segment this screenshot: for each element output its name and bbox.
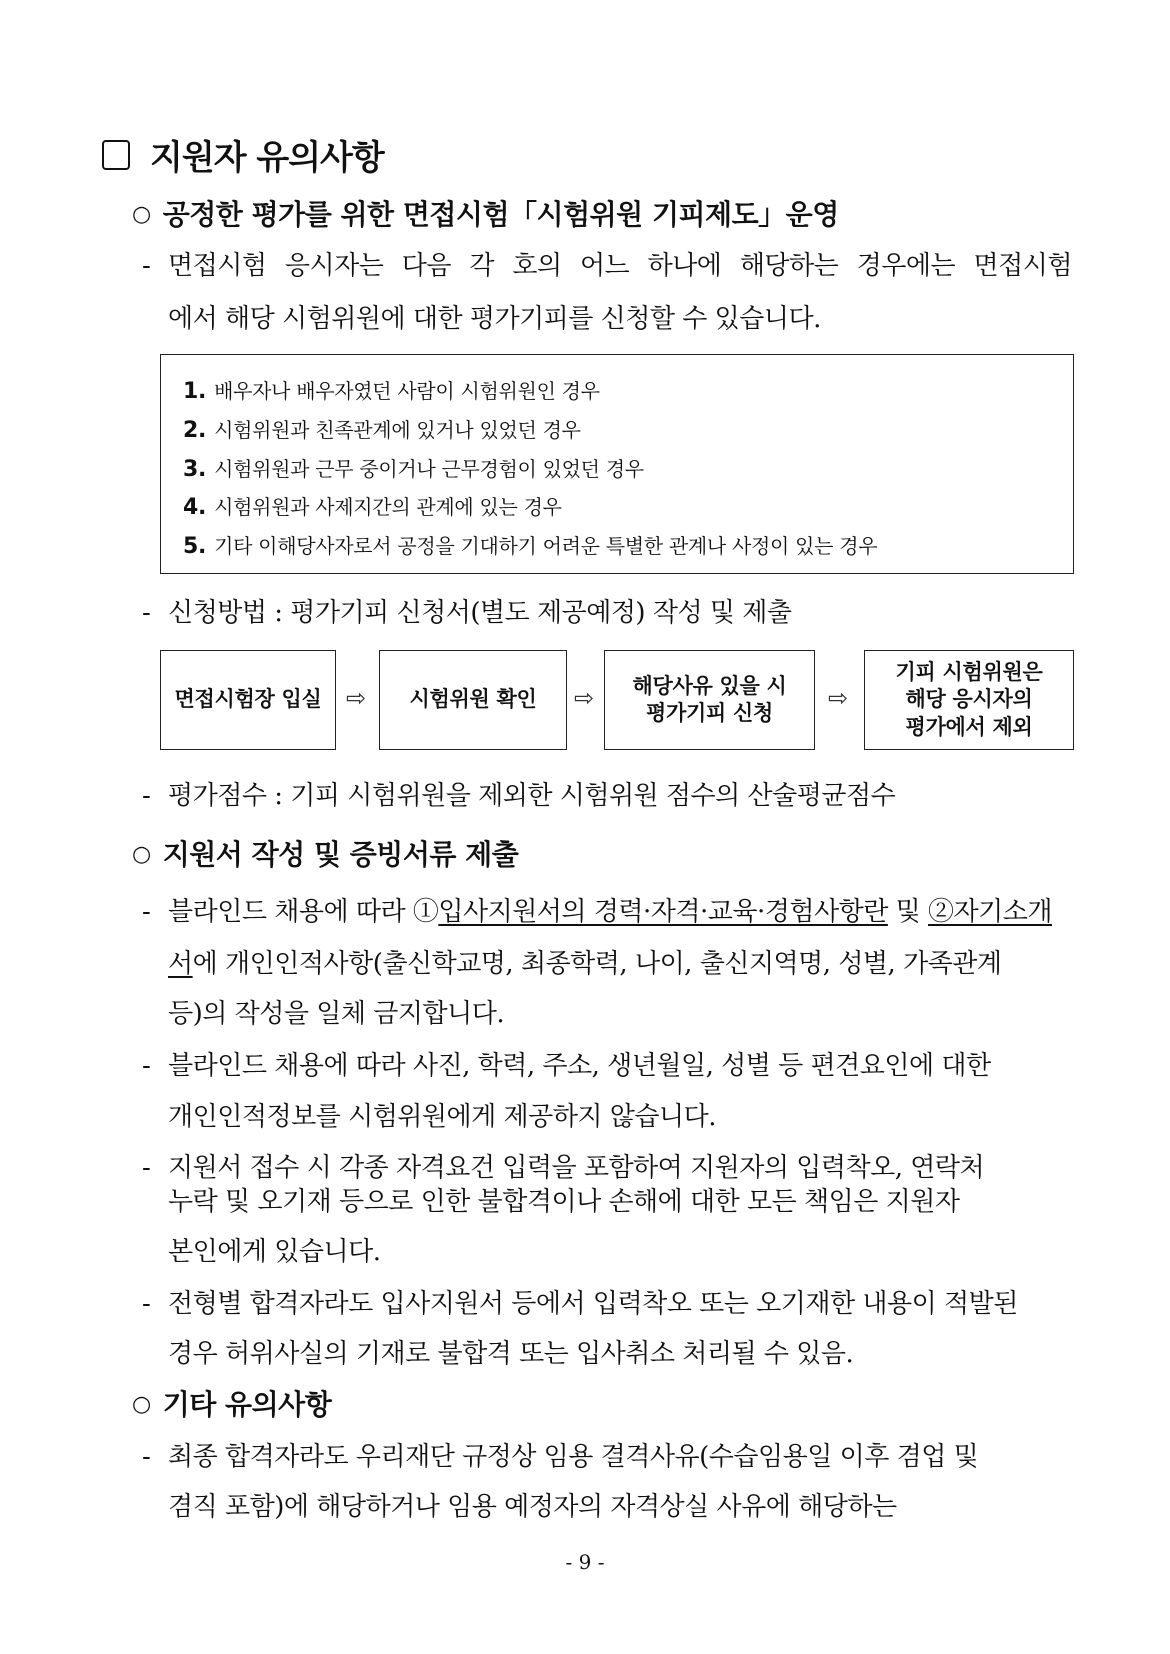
recusal-criteria-box [160,354,1074,574]
dash-bullet: - [142,781,151,811]
blind-hiring-paragraph-2 [142,1045,991,1082]
list-text: 기타 이해당사자로서 공정을 기대하기 어려운 특별한 관계나 사정이 있는 경우 [214,534,878,558]
list-item [183,414,581,443]
list-item [183,491,562,520]
dash-bullet: - [142,251,151,281]
circle-bullet-icon: ○ [132,1392,151,1417]
right-arrow-icon: ⇨ [574,684,595,712]
list-number: 4. [183,495,207,520]
intro-line-2: 에서 해당 시험위원에 대한 평가기피를 신청할 수 있습니다. [168,304,821,334]
disqualification-line-2: 겸직 포함)에 해당하거나 임용 예정자의 자격상실 사유에 해당하는 [168,1492,897,1522]
dash-bullet: - [142,1289,151,1319]
responsibility-line-2: 누락 및 오기재 등으로 인한 불합격이나 손해에 대한 모든 책임은 지원자 [168,1187,960,1217]
flow-step-text: 면접시험장 입실 [174,687,322,712]
blind-hiring-paragraph-1 [142,891,1052,928]
text: 블라인드 채용에 따라 사진, 학력, 주소, 생년월일, 성별 등 편견요인에 대한 [168,1051,991,1081]
intro-paragraph [142,245,1072,282]
flow-step-request-recusal [604,650,815,750]
list-text: 시험위원과 근무 중이거나 근무경험이 있었던 경우 [214,457,644,481]
text: 최종 합격자라도 우리재단 규정상 임용 결격사유(수습임용일 이후 겸업 및 [168,1442,979,1472]
section-heading-text: 공정한 평가를 위한 면접시험「시험위원 기피제도」운영 [162,198,839,231]
list-text: 시험위원과 친족관계에 있거나 있었던 경우 [214,418,581,442]
blind-hiring-line-5: 개인인적정보를 시험위원에게 제공하지 않습니다. [168,1102,716,1132]
list-item [183,375,600,404]
section-heading-application [132,833,518,873]
flow-step-excluded [864,650,1074,750]
score-line [142,775,895,812]
dash-bullet: - [142,1051,151,1081]
circle-bullet-icon: ○ [132,842,151,867]
circle-bullet-icon: ○ [132,202,151,227]
list-text: 배우자나 배우자였던 사람이 시험위원인 경우 [214,379,600,403]
text: 에 개인인적사항(출신학교명, 최종학력, 나이, 출신지역명, 성별, 가족관계 [192,949,1002,979]
false-entry-paragraph [142,1283,1018,1320]
flow-step-enter-room [160,650,336,750]
dash-bullet: - [142,598,151,628]
false-entry-line-2: 경우 허위사실의 기재로 불합격 또는 입사취소 처리될 수 있음. [168,1339,854,1369]
method-text: 신청방법 : 평가기피 신청서(별도 제공예정) 작성 및 제출 [168,598,792,628]
underlined-text: ②자기소개 [928,897,1052,927]
text: 지원서 접수 시 각종 자격요건 입력을 포함하여 지원자의 입력착오, 연락처 [168,1153,985,1183]
intro-line-1: 면접시험 응시자는 다음 각 호의 어느 하나에 해당하는 경우에는 면접시험 [168,251,1072,281]
flow-step-text: 평가에서 제외 [905,714,1033,739]
right-arrow-icon: ⇨ [828,684,849,712]
section-heading-text: 지원서 작성 및 증빙서류 제출 [162,838,519,871]
dash-bullet: - [142,1153,151,1183]
flow-step-confirm-examiner [379,650,567,750]
underlined-text: 서 [168,949,193,979]
flow-step-text: 평가기피 신청 [646,701,773,725]
section-heading-other-notes [132,1383,331,1423]
text: 블라인드 채용에 따라 ① [168,897,439,927]
disqualification-paragraph [142,1436,978,1473]
score-text: 평가점수 : 기피 시험위원을 제외한 시험위원 점수의 산술평균점수 [168,781,896,811]
flow-step-text: 해당 응시자의 [905,687,1033,712]
list-item [183,530,877,559]
text: 및 [887,897,929,927]
flow-step-text: 시험위원 확인 [409,687,537,712]
list-number: 3. [183,457,207,482]
section-heading-text: 기타 유의사항 [162,1388,332,1421]
dash-bullet: - [142,897,151,927]
dash-bullet: - [142,1442,151,1472]
text: 전형별 합격자라도 입사지원서 등에서 입력착오 또는 오기재한 내용이 적발된 [168,1289,1018,1319]
page-title: 지원자 유의사항 [150,138,384,178]
blind-hiring-line-2 [168,943,1002,980]
flow-step-text: 기피 시험위원은 [895,660,1043,685]
application-method-line [142,592,791,629]
underlined-text: 입사지원서의 경력·자격·교육·경험사항란 [438,897,888,927]
right-arrow-icon: ⇨ [346,684,367,712]
list-item [183,453,644,482]
checkbox-square-icon [102,140,130,170]
applicant-responsibility-paragraph [142,1147,984,1184]
page-number: - 9 - [565,1550,605,1574]
list-number: 5. [183,534,207,559]
list-text: 시험위원과 사제지간의 관계에 있는 경우 [214,495,562,519]
list-number: 1. [183,379,207,404]
responsibility-line-3: 본인에게 있습니다. [168,1237,381,1267]
blind-hiring-line-3: 등)의 작성을 일체 금지합니다. [168,999,505,1029]
list-number: 2. [183,418,207,443]
flow-step-text: 해당사유 있을 시 [632,673,787,698]
section-heading-interview-recusal [132,193,839,233]
